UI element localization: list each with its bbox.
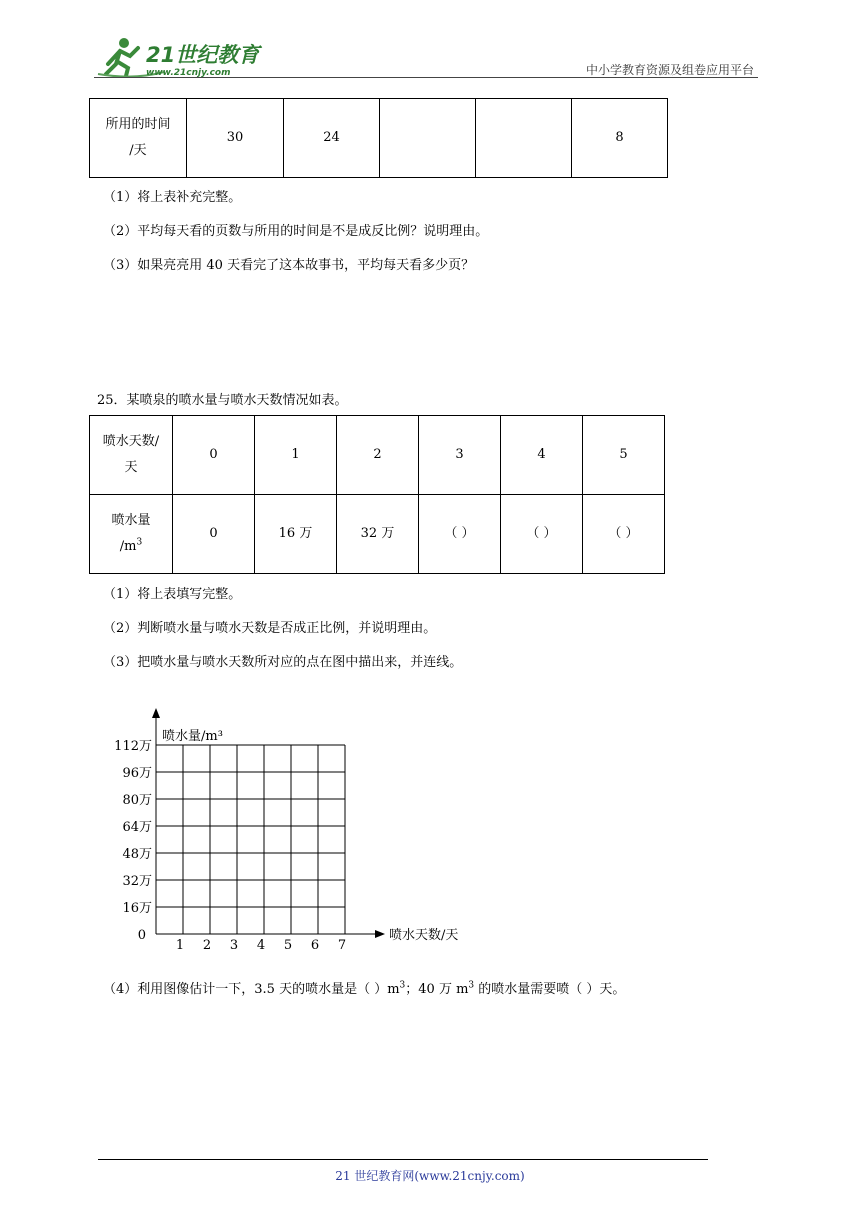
table-cell: 32 万	[337, 495, 419, 574]
table-row-label	[90, 495, 173, 574]
table-cell	[380, 99, 476, 178]
platform-name: 中小学教育资源及组卷应用平台	[585, 63, 754, 77]
fountain-chart	[100, 700, 480, 960]
header-divider	[94, 77, 758, 78]
q25-part4	[103, 978, 625, 997]
y-tick-label: 112万	[114, 739, 152, 754]
label-line: $/m^3$	[119, 537, 143, 554]
chart-ticks	[114, 739, 346, 953]
table-cell: 0	[173, 416, 255, 495]
reading-time-table	[89, 98, 668, 178]
table-cell: 5	[583, 416, 665, 495]
logo-text: 21世纪教育	[146, 43, 260, 67]
table-cell: （ ）	[501, 495, 583, 574]
x-tick-label: 2	[202, 938, 212, 953]
table-cell: 8	[572, 99, 668, 178]
table-cell: 16 万	[255, 495, 337, 574]
q25-part3: （3）把喷水量与喷水天数所对应的点在图中描出来，并连线。	[103, 655, 463, 670]
x-axis-arrow-icon	[375, 930, 385, 938]
x-tick-label: 6	[310, 938, 320, 953]
table-cell: （ ）	[419, 495, 501, 574]
label-line: 所用的时间	[105, 117, 171, 132]
q24-part1: （1）将上表补充完整。	[103, 190, 242, 205]
x-tick-label: 3	[229, 938, 239, 953]
table-cell: 24	[284, 99, 380, 178]
superscript: 3	[399, 980, 406, 991]
table-row	[90, 99, 668, 178]
origin-label: 0	[137, 928, 146, 943]
q24-part2: （2）平均每天看的页数与所用的时间是不是成反比例？说明理由。	[103, 224, 489, 239]
label-line: 天	[124, 460, 138, 475]
label-line: 喷水天数/	[102, 434, 160, 449]
q25-title: 25．某喷泉的喷水量与喷水天数情况如表。	[97, 393, 348, 408]
x-axis-label: 喷水天数/天	[389, 928, 459, 943]
y-tick-label: 96万	[122, 766, 152, 781]
q25-part4-text-a: （4）利用图像估计一下，3.5 天的喷水量是（ ）m	[103, 982, 400, 997]
y-tick-label: 16万	[122, 901, 152, 916]
site-logo	[94, 34, 264, 80]
table-cell: 2	[337, 416, 419, 495]
x-tick-label: 7	[337, 938, 347, 953]
q25-part4-text-b: ；40 万 m	[405, 982, 469, 997]
x-tick-label: 1	[175, 938, 185, 953]
q25-part4-text-c: 的喷水量需要喷（ ）天。	[474, 982, 626, 997]
q25-part2: （2）判断喷水量与喷水天数是否成正比例，并说明理由。	[103, 621, 437, 636]
label-line: /天	[129, 143, 147, 158]
table-cell	[476, 99, 572, 178]
table-cell: 4	[501, 416, 583, 495]
table-cell: 1	[255, 416, 337, 495]
superscript: 3	[468, 980, 475, 991]
table-cell: 30	[187, 99, 284, 178]
label-line: 喷水量	[111, 513, 151, 528]
table-row-label	[90, 416, 173, 495]
y-tick-label: 32万	[122, 874, 152, 889]
logo-url: www.21cnjy.com	[146, 68, 231, 78]
table-cell: （ ）	[583, 495, 665, 574]
q24-part3: （3）如果亮亮用 40 天看完了这本故事书，平均每天看多少页？	[103, 258, 475, 273]
x-tick-label: 5	[283, 938, 293, 953]
table-cell: 0	[173, 495, 255, 574]
y-axis-label: 喷水量/m³	[162, 729, 223, 744]
y-tick-label: 48万	[122, 847, 152, 862]
y-tick-label: 64万	[122, 820, 152, 835]
chart-grid	[156, 745, 345, 934]
footer-source: 21 世纪教育网(www.21cnjy.com)	[335, 1169, 525, 1183]
table-row	[90, 495, 665, 574]
fountain-table	[89, 415, 665, 574]
table-cell: 3	[419, 416, 501, 495]
footer-divider	[98, 1159, 708, 1160]
table-row	[90, 416, 665, 495]
y-tick-label: 80万	[122, 793, 152, 808]
table-row-label	[90, 99, 187, 178]
y-axis-arrow-icon	[152, 708, 160, 718]
x-tick-label: 4	[256, 938, 266, 953]
q25-part1: （1）将上表填写完整。	[103, 587, 242, 602]
